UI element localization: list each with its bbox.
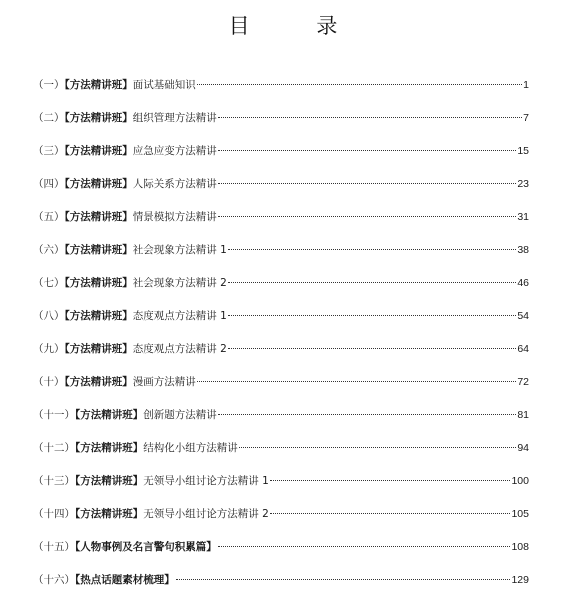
toc-entry-tag: 【方法精讲班】 bbox=[64, 145, 133, 157]
toc-page-number: 23 bbox=[517, 178, 529, 190]
toc-entry[interactable] bbox=[33, 441, 529, 474]
toc-entry-label bbox=[33, 474, 269, 488]
toc-entry-label bbox=[33, 210, 217, 224]
toc-dot-leader bbox=[218, 149, 517, 151]
toc-entry-prefix: （十四） bbox=[33, 508, 75, 520]
toc-entry-tag: 【方法精讲班】 bbox=[64, 376, 133, 388]
toc-entry-prefix: （四） bbox=[33, 178, 65, 190]
toc-dot-leader bbox=[218, 545, 511, 547]
toc-dot-leader bbox=[197, 83, 522, 85]
toc-entry-tag: 【方法精讲班】 bbox=[64, 178, 133, 190]
toc-entry[interactable] bbox=[33, 78, 529, 111]
toc-entry-prefix: （十一） bbox=[33, 409, 75, 421]
toc-entry-prefix: （十） bbox=[33, 376, 65, 388]
toc-entry-prefix: （六） bbox=[33, 244, 65, 256]
toc-entry-tag: 【方法精讲班】 bbox=[64, 79, 133, 91]
toc-dot-leader bbox=[228, 281, 517, 283]
toc-entry[interactable] bbox=[33, 177, 529, 210]
toc-entry[interactable] bbox=[33, 573, 529, 606]
toc-entry-prefix: （五） bbox=[33, 211, 65, 223]
toc-entry-tag: 【方法精讲班】 bbox=[64, 277, 133, 289]
toc-entry[interactable] bbox=[33, 375, 529, 408]
toc-dot-leader bbox=[270, 512, 511, 514]
toc-entry-tag: 【方法精讲班】 bbox=[64, 211, 133, 223]
toc-entry-label bbox=[33, 309, 227, 323]
toc-entry-tag: 【方法精讲班】 bbox=[75, 409, 144, 421]
toc-entry-title: 态度观点方法精讲 2 bbox=[132, 343, 227, 355]
toc-entry-prefix: （十五） bbox=[33, 541, 75, 553]
toc-page-number: 64 bbox=[517, 343, 529, 355]
toc-entry-label bbox=[33, 144, 217, 158]
toc-entry-title: 结构化小组方法精讲 bbox=[143, 442, 238, 454]
toc-dot-leader bbox=[228, 347, 517, 349]
toc-dot-leader bbox=[228, 314, 517, 316]
toc-dot-leader bbox=[270, 479, 511, 481]
toc-page-number: 15 bbox=[517, 145, 529, 157]
toc-entry[interactable] bbox=[33, 474, 529, 507]
toc-entry-label bbox=[33, 111, 217, 125]
toc-page-number: 31 bbox=[517, 211, 529, 223]
toc-entry[interactable] bbox=[33, 276, 529, 309]
toc-entry-title: 情景模拟方法精讲 bbox=[132, 211, 217, 223]
toc-page-number: 7 bbox=[523, 112, 529, 124]
toc-entry-prefix: （三） bbox=[33, 145, 65, 157]
toc-entry-label bbox=[33, 78, 196, 92]
toc-entry-title: 面试基础知识 bbox=[132, 79, 196, 91]
toc-entry-title: 人际关系方法精讲 bbox=[132, 178, 217, 190]
toc-dot-leader bbox=[218, 116, 522, 118]
toc-entry[interactable] bbox=[33, 111, 529, 144]
toc-entry-title: 态度观点方法精讲 1 bbox=[132, 310, 227, 322]
toc-entry-tag: 【方法精讲班】 bbox=[64, 112, 133, 124]
toc-entry[interactable] bbox=[33, 507, 529, 540]
toc-entry-prefix: （七） bbox=[33, 277, 65, 289]
toc-dot-leader bbox=[218, 182, 517, 184]
toc-page-number: 81 bbox=[517, 409, 529, 421]
toc-page-number: 105 bbox=[511, 508, 529, 520]
toc-entry-tag: 【方法精讲班】 bbox=[64, 343, 133, 355]
toc-entry-tag: 【方法精讲班】 bbox=[75, 508, 144, 520]
toc-entry-title: 无领导小组讨论方法精讲 2 bbox=[143, 508, 269, 520]
toc-title: 目 录 bbox=[228, 14, 368, 38]
toc-entry-tag: 【方法精讲班】 bbox=[75, 442, 144, 454]
toc-dot-leader bbox=[218, 413, 517, 415]
toc-entry[interactable] bbox=[33, 342, 529, 375]
toc-page-number: 72 bbox=[517, 376, 529, 388]
toc-page-number: 54 bbox=[517, 310, 529, 322]
toc-entry-title: 社会现象方法精讲 1 bbox=[132, 244, 227, 256]
toc-entry-prefix: （二） bbox=[33, 112, 65, 124]
toc-entry-prefix: （十三） bbox=[33, 475, 75, 487]
toc-dot-leader bbox=[218, 215, 517, 217]
toc-entry[interactable] bbox=[33, 408, 529, 441]
toc-entry-prefix: （八） bbox=[33, 310, 65, 322]
toc-page-number: 38 bbox=[517, 244, 529, 256]
toc-dot-leader bbox=[228, 248, 517, 250]
toc-entry-title: 应急应变方法精讲 bbox=[132, 145, 217, 157]
toc-entry-tag: 【热点话题素材梳理】 bbox=[75, 574, 175, 586]
toc-page-number: 100 bbox=[511, 475, 529, 487]
toc-entry-title: 社会现象方法精讲 2 bbox=[132, 277, 227, 289]
toc-entry-tag: 【人物事例及名言警句积累篇】 bbox=[75, 541, 217, 553]
toc-page-number: 94 bbox=[517, 442, 529, 454]
toc-entry-label bbox=[33, 276, 227, 290]
toc-page-number: 129 bbox=[511, 574, 529, 586]
toc-entry-label bbox=[33, 243, 227, 257]
toc-entry-prefix: （十六） bbox=[33, 574, 75, 586]
toc-entry[interactable] bbox=[33, 210, 529, 243]
toc-entry-label bbox=[33, 540, 217, 554]
toc-entry-title: 组织管理方法精讲 bbox=[132, 112, 217, 124]
toc-entry-label bbox=[33, 342, 227, 356]
toc-entry[interactable] bbox=[33, 144, 529, 177]
toc-entry-tag: 【方法精讲班】 bbox=[64, 244, 133, 256]
toc-list bbox=[33, 78, 529, 606]
toc-page-number: 1 bbox=[523, 79, 529, 91]
toc-entry-label bbox=[33, 573, 175, 587]
toc-entry-label bbox=[33, 177, 217, 191]
toc-entry-prefix: （九） bbox=[33, 343, 65, 355]
toc-dot-leader bbox=[239, 446, 517, 448]
toc-page-number: 46 bbox=[517, 277, 529, 289]
toc-entry[interactable] bbox=[33, 540, 529, 573]
toc-entry-tag: 【方法精讲班】 bbox=[75, 475, 144, 487]
toc-entry-label bbox=[33, 507, 269, 521]
toc-entry[interactable] bbox=[33, 243, 529, 276]
toc-entry-title: 无领导小组讨论方法精讲 1 bbox=[143, 475, 269, 487]
toc-entry-tag: 【方法精讲班】 bbox=[64, 310, 133, 322]
toc-entry-prefix: （一） bbox=[33, 79, 65, 91]
toc-entry-prefix: （十二） bbox=[33, 442, 75, 454]
toc-dot-leader bbox=[176, 578, 511, 580]
toc-entry-label bbox=[33, 441, 238, 455]
toc-entry-label bbox=[33, 375, 196, 389]
toc-entry-label bbox=[33, 408, 217, 422]
toc-page-number: 108 bbox=[511, 541, 529, 553]
toc-dot-leader bbox=[197, 380, 517, 382]
toc-entry-title: 漫画方法精讲 bbox=[132, 376, 196, 388]
toc-entry-title: 创新题方法精讲 bbox=[143, 409, 217, 421]
toc-entry[interactable] bbox=[33, 309, 529, 342]
